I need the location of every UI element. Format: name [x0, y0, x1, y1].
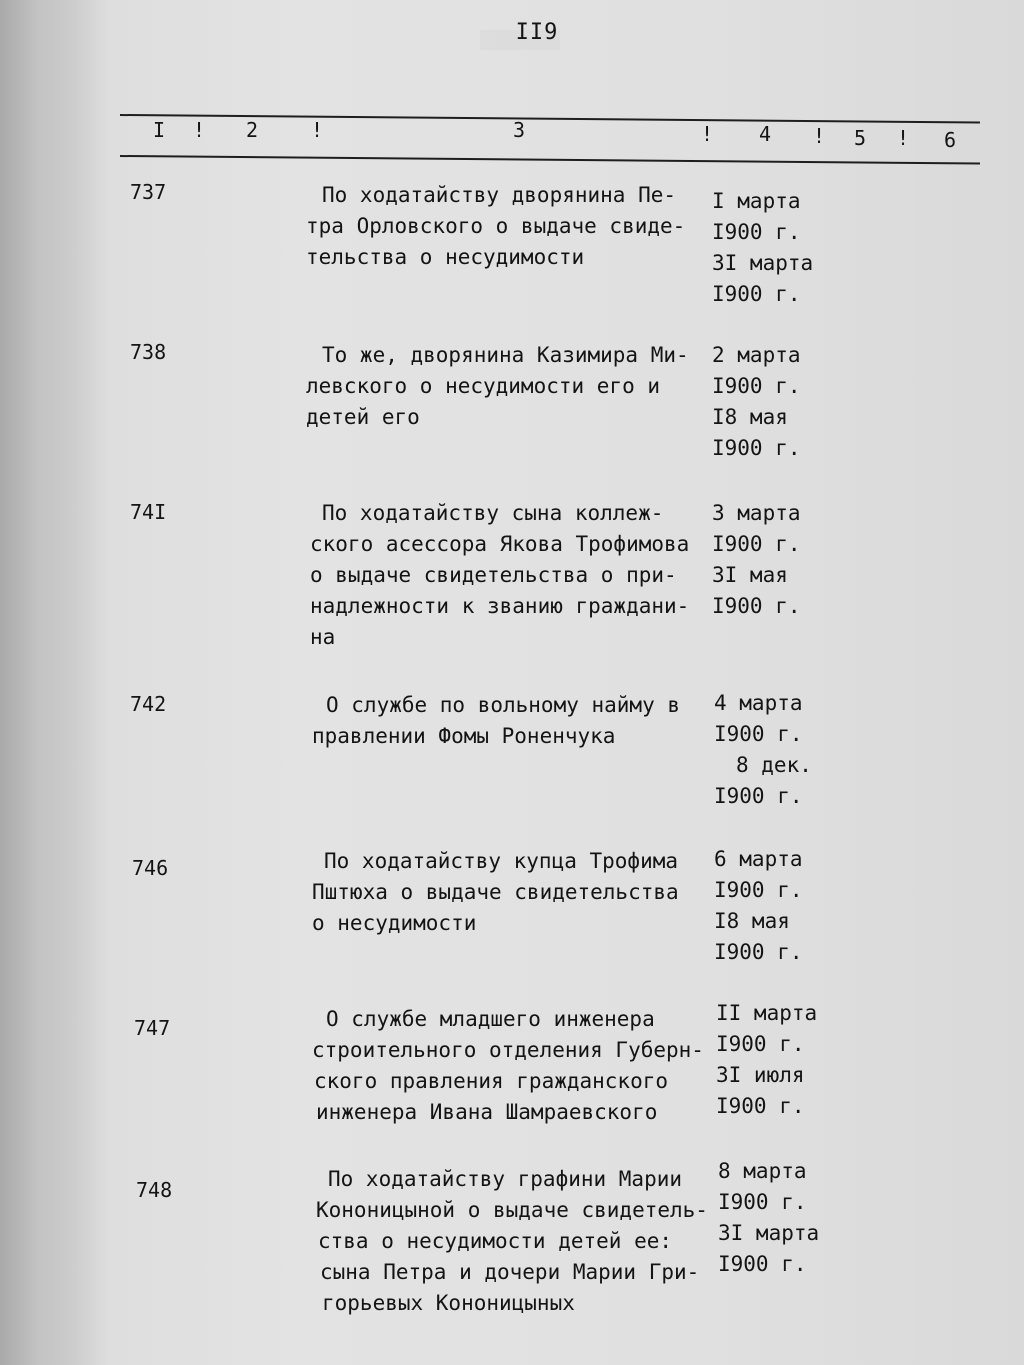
- entry-description: [312, 846, 714, 939]
- entry-number: 748: [136, 1178, 173, 1202]
- date-line: 8 дек.: [736, 753, 812, 777]
- entry-number: 746: [132, 856, 169, 880]
- column-separator: !: [701, 122, 714, 146]
- date-line: I900 г.: [712, 436, 801, 460]
- entry-description: [316, 1164, 718, 1319]
- entry-number: 747: [134, 1016, 171, 1040]
- date-line: 3 марта: [712, 501, 801, 525]
- column-header-1: I: [153, 118, 166, 142]
- column-separator: !: [193, 118, 206, 142]
- entry-description: [312, 1004, 716, 1128]
- description-line: По ходатайству сына коллеж-: [322, 501, 664, 525]
- entry-dates: [714, 844, 834, 968]
- entry-number: 742: [130, 692, 167, 716]
- date-line: I900 г.: [718, 1190, 807, 1214]
- entry-dates: [716, 998, 836, 1122]
- description-line: о выдаче свидетельства о при-: [310, 563, 677, 587]
- entry-description: [306, 180, 712, 273]
- description-line: сына Петра и дочери Марии Гри-: [320, 1260, 700, 1284]
- description-line: ского правления гражданского: [314, 1069, 669, 1093]
- date-line: 3I июля: [716, 1063, 805, 1087]
- date-line: I900 г.: [716, 1032, 805, 1056]
- date-line: I900 г.: [714, 878, 803, 902]
- column-separator: !: [897, 126, 910, 150]
- date-line: I900 г.: [712, 220, 801, 244]
- date-line: I900 г.: [714, 784, 803, 808]
- date-line: I900 г.: [718, 1252, 807, 1276]
- date-line: 3I марта: [718, 1221, 820, 1245]
- entry-dates: [712, 498, 832, 622]
- description-line: инженера Ивана Шамраевского: [316, 1100, 658, 1124]
- entry-dates: [718, 1156, 838, 1280]
- date-line: I900 г.: [714, 722, 803, 746]
- description-line: тельства о несудимости: [306, 245, 585, 269]
- page-number: II9: [515, 20, 559, 45]
- date-line: I марта: [712, 189, 801, 213]
- description-line: О службе младшего инженера: [326, 1007, 655, 1031]
- column-header-3: 3: [513, 118, 526, 142]
- entry-description: [306, 340, 712, 433]
- description-line: Кононицыной о выдаче свидетель-: [316, 1198, 708, 1222]
- date-line: 4 марта: [714, 691, 803, 715]
- entry-description: [310, 498, 712, 653]
- entry-dates: [714, 688, 834, 812]
- description-line: правлении Фомы Роненчука: [312, 724, 616, 748]
- column-separator: !: [311, 118, 324, 142]
- date-line: 8 марта: [718, 1159, 807, 1183]
- entry-dates: [712, 340, 832, 464]
- date-line: I900 г.: [712, 282, 801, 306]
- description-line: тра Орловского о выдаче свиде-: [306, 214, 686, 238]
- description-line: То же, дворянина Казимира Ми-: [322, 343, 689, 367]
- date-line: I8 мая: [712, 405, 788, 429]
- description-line: ства о несудимости детей ее:: [318, 1229, 673, 1253]
- column-header-4: 4: [759, 122, 772, 146]
- description-line: строительного отделения Губерн-: [312, 1038, 704, 1062]
- description-line: По ходатайству дворянина Пе-: [322, 183, 677, 207]
- entry-number: 74I: [130, 500, 167, 524]
- date-line: I900 г.: [712, 374, 801, 398]
- date-line: 3I мая: [712, 563, 788, 587]
- description-line: детей его: [306, 405, 420, 429]
- description-line: горьевых Кононицыных: [322, 1291, 575, 1315]
- entry-number: 738: [130, 340, 167, 364]
- table-header-bottom-rule: [120, 155, 980, 165]
- entry-dates: [712, 186, 832, 310]
- date-line: 3I марта: [712, 251, 814, 275]
- column-separator: !: [813, 124, 826, 148]
- column-header-6: 6: [944, 128, 957, 152]
- date-line: I8 мая: [714, 909, 790, 933]
- description-line: левского о несудимости его и: [306, 374, 661, 398]
- date-line: I900 г.: [712, 594, 801, 618]
- date-line: I900 г.: [712, 532, 801, 556]
- date-line: I900 г.: [714, 940, 803, 964]
- description-line: надлежности к званию граждани-: [310, 594, 690, 618]
- date-line: II марта: [716, 1001, 818, 1025]
- column-header-5: 5: [854, 126, 867, 150]
- description-line: о несудимости: [312, 911, 477, 935]
- entry-number: 737: [130, 180, 167, 204]
- date-line: I900 г.: [716, 1094, 805, 1118]
- entry-description: [312, 690, 716, 752]
- column-header-2: 2: [246, 118, 259, 142]
- date-line: 2 марта: [712, 343, 801, 367]
- description-line: По ходатайству графини Марии: [328, 1167, 683, 1191]
- description-line: ского асессора Якова Трофимова: [310, 532, 690, 556]
- description-line: Пштюха о выдаче свидетельства: [312, 880, 679, 904]
- date-line: 6 марта: [714, 847, 803, 871]
- description-line: на: [310, 625, 336, 649]
- binding-gutter: [0, 0, 110, 1365]
- description-line: О службе по вольному найму в: [326, 693, 681, 717]
- description-line: По ходатайству купца Трофима: [324, 849, 679, 873]
